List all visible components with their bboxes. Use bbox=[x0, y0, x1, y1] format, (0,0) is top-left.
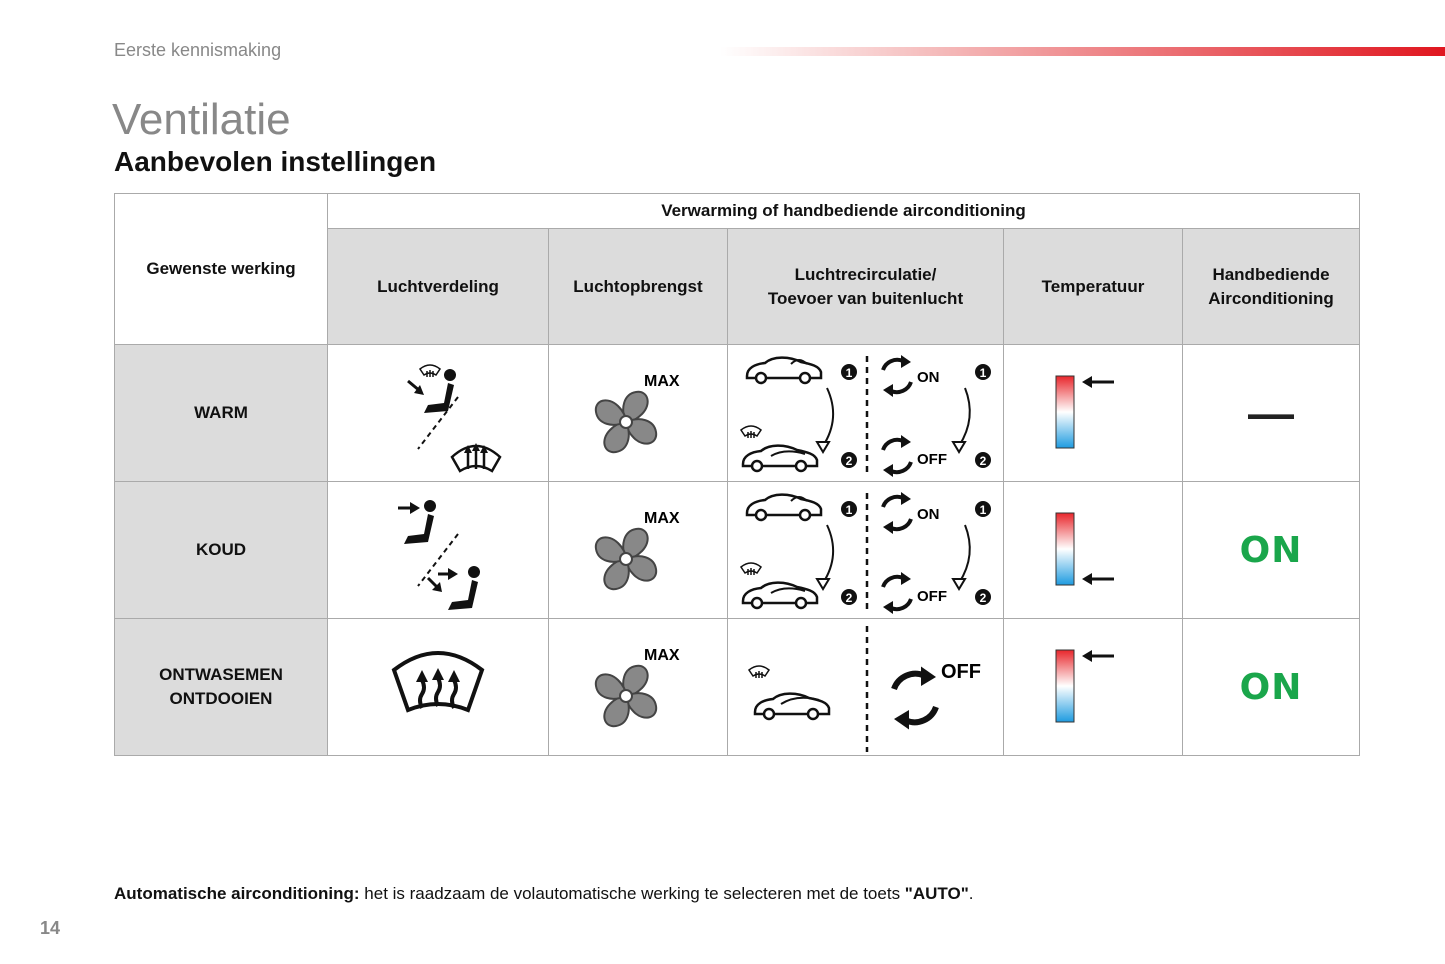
row-label-defrost: ONTDOOIEN bbox=[169, 689, 273, 708]
fan-icon bbox=[578, 632, 698, 742]
recirculation-off-diagram-icon bbox=[731, 622, 1001, 752]
temperature-gauge-icon bbox=[1048, 368, 1138, 458]
ac-off-dash: — bbox=[1248, 387, 1294, 439]
feet-and-windscreen-distribution-icon bbox=[368, 353, 508, 473]
footer-note-key: "AUTO" bbox=[904, 884, 969, 903]
recirc-off-label: OFF bbox=[940, 661, 981, 683]
temperature-gauge-icon bbox=[1048, 642, 1138, 732]
section-label: Eerste kennismaking bbox=[114, 40, 282, 60]
temperature-cell bbox=[1004, 345, 1183, 482]
fan-icon bbox=[578, 358, 698, 468]
recirc-off-label: OFF bbox=[916, 451, 947, 468]
header-manual-ac bbox=[1183, 229, 1360, 345]
header-manual-ac-line1: Handbediende bbox=[1212, 264, 1330, 284]
row-label-demist-defrost bbox=[115, 619, 328, 756]
face-and-feet-distribution-icon bbox=[368, 490, 508, 610]
ac-on-label: ON bbox=[1239, 529, 1303, 571]
fan-max-label: MAX bbox=[644, 647, 680, 664]
recirculation-cell bbox=[728, 345, 1004, 482]
manual-ac-cell bbox=[1183, 619, 1360, 756]
manual-ac-cell bbox=[1183, 345, 1360, 482]
table-row bbox=[115, 345, 1360, 482]
footer-note bbox=[114, 884, 974, 904]
temperature-gauge-icon bbox=[1048, 505, 1138, 595]
distribution-cell bbox=[328, 482, 549, 619]
fan-max-label: MAX bbox=[644, 373, 680, 390]
ac-on-label: ON bbox=[1239, 666, 1303, 708]
temperature-cell bbox=[1004, 619, 1183, 756]
recirculation-diagram-icon bbox=[731, 485, 1001, 615]
header-recirculation-line1: Luchtrecirculatie/ bbox=[794, 264, 937, 284]
manual-ac-cell bbox=[1183, 482, 1360, 619]
fan-max-label: MAX bbox=[644, 510, 680, 527]
distribution-cell bbox=[328, 619, 549, 756]
header-air-flow: Luchtopbrengst bbox=[549, 229, 728, 345]
air-flow-cell bbox=[549, 619, 728, 756]
page-subtitle: Aanbevolen instellingen bbox=[114, 146, 437, 177]
recirc-on-label: ON bbox=[916, 369, 939, 386]
row-label-cold: KOUD bbox=[115, 482, 328, 619]
recirculation-cell bbox=[728, 619, 1004, 756]
air-flow-cell bbox=[549, 482, 728, 619]
header-temperature: Temperatuur bbox=[1004, 229, 1183, 345]
temperature-cell bbox=[1004, 482, 1183, 619]
row-label-demist: ONTWASEMEN bbox=[159, 665, 283, 684]
recirculation-diagram-icon bbox=[731, 348, 1001, 478]
recirc-off-label: OFF bbox=[916, 588, 947, 605]
air-flow-cell bbox=[549, 345, 728, 482]
row-label-warm: WARM bbox=[115, 345, 328, 482]
fan-icon bbox=[578, 495, 698, 605]
page-number: 14 bbox=[40, 918, 61, 938]
distribution-cell bbox=[328, 345, 549, 482]
header-accent-bar bbox=[720, 47, 1445, 56]
page-title: Ventilatie bbox=[112, 95, 291, 144]
footer-note-end: . bbox=[968, 884, 974, 903]
recirc-on-label: ON bbox=[916, 506, 939, 523]
header-recirculation bbox=[728, 229, 1004, 345]
recirculation-cell bbox=[728, 482, 1004, 619]
windscreen-defrost-icon bbox=[378, 642, 498, 732]
footer-note-heading: Automatische airconditioning: bbox=[114, 884, 360, 903]
header-heating-group: Verwarming of handbediende airconditioning bbox=[328, 194, 1360, 229]
table-row bbox=[115, 619, 1360, 756]
footer-note-text: het is raadzaam de volautomatische werking te selecteren met de toets bbox=[359, 884, 905, 903]
header-manual-ac-line2: Airconditioning bbox=[1208, 288, 1334, 308]
table-row bbox=[115, 482, 1360, 619]
header-desired-operation: Gewenste werking bbox=[115, 194, 328, 345]
header-recirculation-line2: Toevoer van buitenlucht bbox=[767, 288, 964, 308]
recommended-settings-table bbox=[114, 193, 1360, 756]
header-air-distribution: Luchtverdeling bbox=[328, 229, 549, 345]
